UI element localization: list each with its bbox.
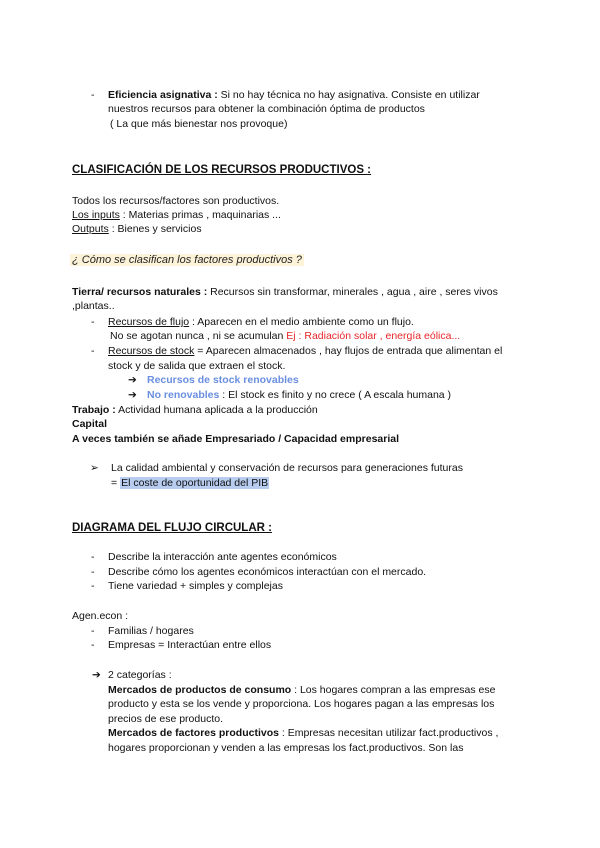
outputs-label: Outputs: [72, 223, 109, 235]
diagram-bullet-2: Describe cómo los agentes económicos interactúan con el mercado.: [108, 566, 427, 578]
stock-label: Recursos de stock: [108, 345, 195, 357]
question-line: [70, 253, 304, 268]
mercados-factores-line-2: hogares proporcionan y venden a las empresas los fact.productivos. Son las: [108, 742, 464, 754]
no-renovables-text: : El stock es finito y no crece ( A escala humana ): [219, 389, 452, 401]
agen-item-2: Empresas = Interactúan entre ellos: [108, 639, 272, 651]
trabajo-label: Trabajo :: [72, 404, 116, 416]
heading-clasificacion: CLASIFICACIÓN DE LOS RECURSOS PRODUCTIVOS :: [72, 164, 372, 176]
no-renovables-label: No renovables: [147, 389, 220, 401]
agen-item-1: Familias / hogares: [108, 625, 194, 637]
bullet-dash: -: [91, 89, 95, 101]
arrow-icon: ➔: [128, 389, 137, 401]
mercados-productos-line-1: [108, 683, 495, 698]
mercados-productos-line-2: producto y esta se los vende y proporciona. Los hogares pagan a las empresas los: [108, 698, 495, 710]
diagram-bullet-3: Tiene variedad + simples y complejas: [108, 580, 283, 592]
inputs-label: Los inputs: [72, 209, 120, 221]
intro-line-1: Todos los recursos/factores son productivos.: [72, 195, 280, 207]
bullet-dash: -: [91, 580, 95, 592]
flujo-line-2: [110, 329, 460, 344]
ambiental-eq: =: [111, 477, 121, 489]
ambiental-line-2: [111, 476, 269, 491]
eficiencia-label: Eficiencia asignativa :: [108, 89, 218, 101]
bullet-dash: -: [91, 625, 95, 637]
heading-diagrama: DIAGRAMA DEL FLUJO CIRCULAR :: [72, 522, 272, 534]
tierra-line-1: [72, 285, 498, 300]
tierra-line-2: ,plantas..: [72, 300, 115, 312]
outputs-text: : Bienes y servicios: [108, 223, 202, 235]
renovables-label: Recursos de stock renovables: [147, 374, 299, 386]
stock-text-1: = Aparecen almacenados , hay flujos de entrada que alimentan el: [194, 345, 503, 357]
mercados-productos-text-1: : Los hogares compran a las empresas ese: [291, 684, 496, 696]
eficiencia-line-1: [108, 88, 480, 103]
categorias-title: 2 categorías :: [108, 669, 172, 681]
renovables-line: [147, 373, 299, 388]
mercados-productos-label: Mercados de productos de consumo: [108, 684, 292, 696]
eficiencia-line-3: ( La que más bienestar nos provoque): [110, 118, 288, 130]
flujo-label: Recursos de flujo: [108, 316, 190, 328]
stock-line-1: [108, 344, 502, 359]
ambiental-line-1: La calidad ambiental y conservación de recursos para generaciones futuras: [111, 462, 463, 474]
empresariado-line: A veces también se añade Empresariado / Capacidad empresarial: [72, 433, 400, 445]
eficiencia-line-2: nuestros recursos para obtener la combinación óptima de productos: [108, 103, 425, 115]
flujo-text-2: No se agotan nunca , ni se acumulan: [110, 330, 287, 342]
arrow-icon: ➔: [92, 669, 101, 681]
mercados-factores-label: Mercados de factores productivos: [108, 727, 279, 739]
bullet-dash: -: [91, 316, 95, 328]
inputs-text: : Materias primas , maquinarias ...: [119, 209, 281, 221]
intro-inputs: [72, 208, 281, 223]
tierra-label: Tierra/ recursos naturales :: [72, 286, 208, 298]
question-highlight: ¿ Cómo se clasifican los factores productivos ?: [72, 254, 302, 266]
eficiencia-text-1: Si no hay técnica no hay asignativa. Consiste en utilizar: [217, 89, 480, 101]
flujo-example: Ej : Radiación solar , energía eólica...: [286, 330, 461, 342]
trabajo-text: Actividad humana aplicada a la producción: [115, 404, 318, 416]
agen-title: Agen.econ :: [72, 610, 129, 622]
arrow-icon: ➔: [128, 374, 137, 386]
flujo-text: : Aparecen en el medio ambiente como un flujo.: [189, 316, 414, 328]
mercados-productos-line-3: precios de ese producto.: [108, 713, 223, 725]
stock-line-2: stock y de salida que extraen el stock.: [108, 360, 286, 372]
mercados-factores-text-1: : Empresas necesitan utilizar fact.productivos ,: [278, 727, 499, 739]
no-renovables-line: [147, 388, 451, 403]
mercados-factores-line-1: [108, 726, 498, 741]
bullet-dash: -: [91, 639, 95, 651]
flujo-line-1: [108, 315, 414, 330]
intro-outputs: [72, 222, 202, 237]
diagram-bullet-1: Describe la interacción ante agentes económicos: [108, 551, 337, 563]
bullet-dash: -: [91, 551, 95, 563]
coste-oportunidad-highlight: El coste de oportunidad del PIB: [121, 477, 269, 489]
tierra-text-1: Recursos sin transformar, minerales , agua , aire , seres vivos: [207, 286, 498, 298]
capital-line: Capital: [72, 418, 108, 430]
bullet-dash: -: [91, 345, 95, 357]
arrowhead-icon: ➢: [90, 462, 99, 474]
bullet-dash: -: [91, 566, 95, 578]
trabajo-line: [72, 403, 318, 418]
